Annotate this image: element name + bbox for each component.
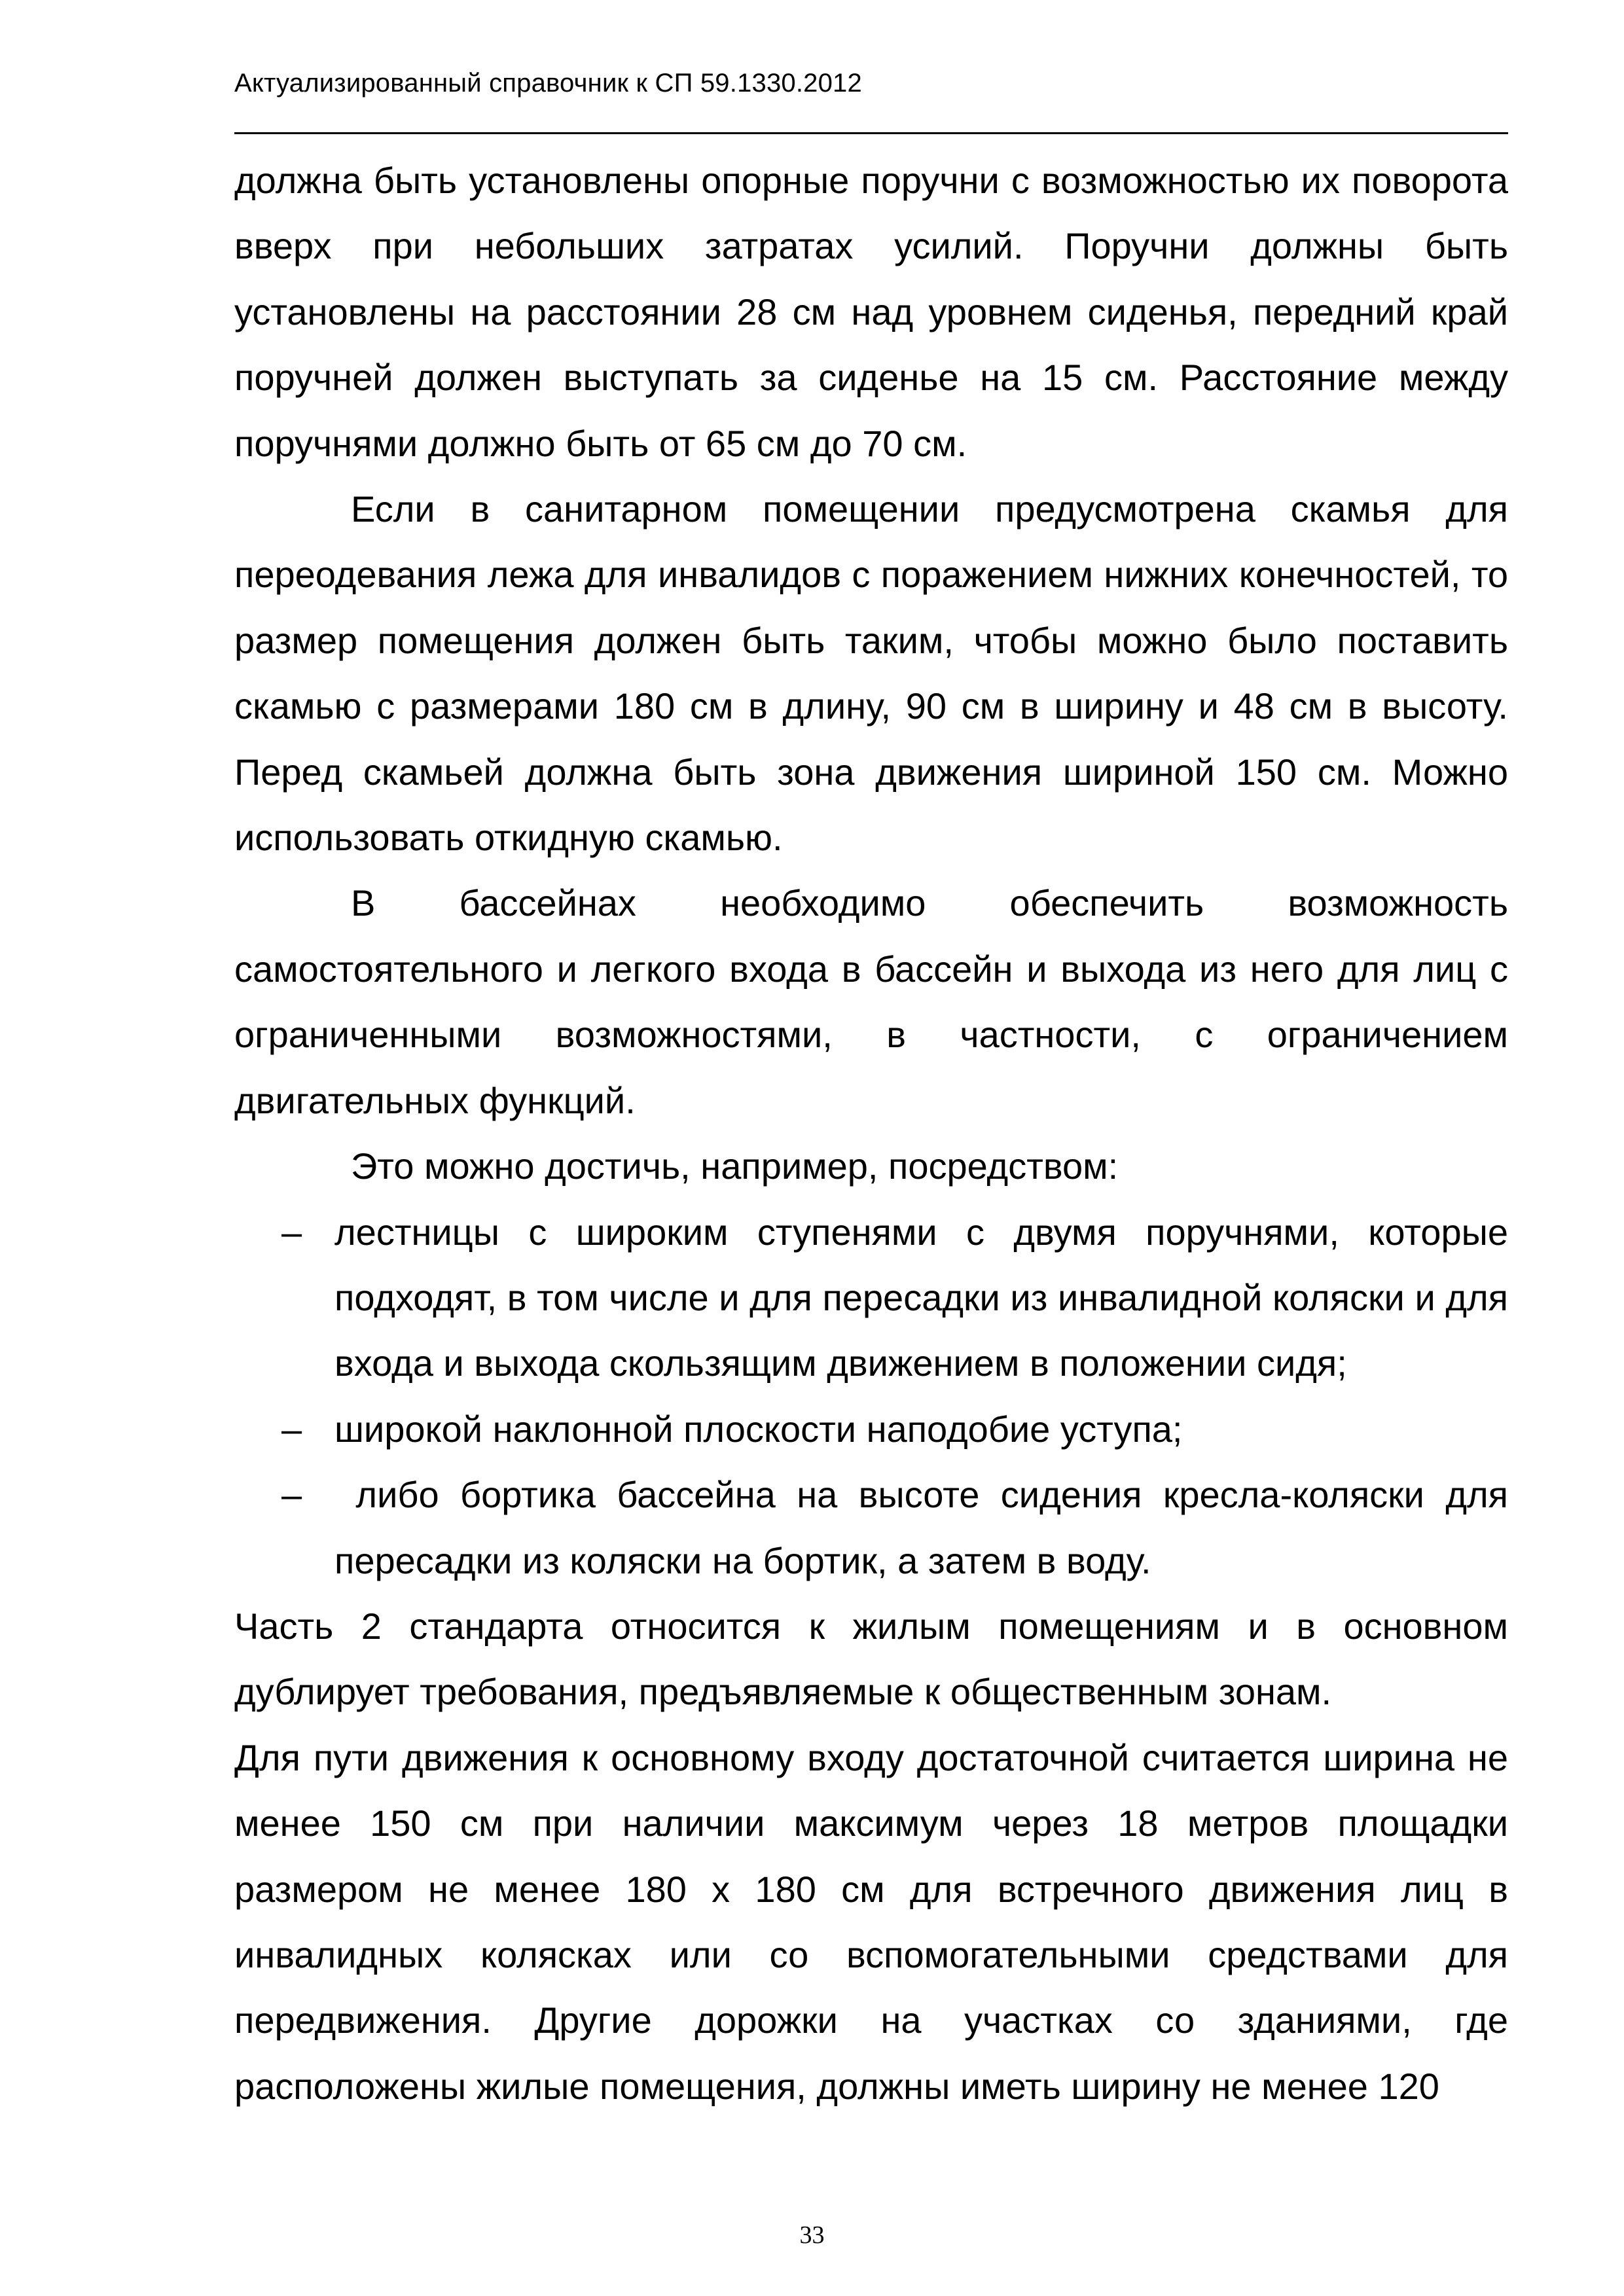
header-divider [234,132,1508,134]
paragraph-means-intro: Это можно достичь, например, посредством: [351,1145,1119,1187]
means-list [234,1200,1519,1594]
paragraph-pools: В бассейнах необходимо обеспечить возможность самостоятельного и легкого входа в бассейн и выхода из него для лиц с ограниченными возможностями, в частности, с ограничением двигательных функций. [234,882,1508,1121]
bullet-dash: – [281,1408,302,1450]
paragraph-part2: Часть 2 стандарта относится к жилым помещениям и в основном дублирует требования, предъявляемые к общественным зонам. [234,1605,1508,1713]
paragraph-bench: Если в санитарном помещении предусмотрена скамья для переодевания лежа для инвалидов с поражением нижних конечностей, то размер помещения должен быть таким, чтобы можно было поставить скамью с размерами 180 см в длину, 90 см в ширину и 48 см в высоту. Перед скамьей должна быть зона движения шириной 150 см. Можно использовать откидную скамью. [234,488,1508,859]
body-text [234,148,1519,2119]
list-item [234,1397,1508,1462]
list-item [234,1200,1508,1397]
paragraph-handrails: должна быть установлены опорные поручни с возможностью их поворота вверх при небольших затратах усилий. Поручни должны быть установлены на расстоянии 28 см над уровнем сиденья, передний край поручней должен выступать за сиденье на 15 см. Расстояние между поручнями должно быть от 65 см до 70 см. [234,160,1508,464]
list-item-text: либо бортика бассейна на высоте сидения кресла-коляски для пересадки из коляски на бортик, а затем в воду. [334,1474,1519,1581]
list-item-text: лестницы с широким ступенями с двумя поручнями, которые подходят, в том числе и для пересадки из инвалидной коляски и для входа и выхода скользящим движением в положении сидя; [334,1211,1508,1384]
page-number: 33 [799,2221,825,2249]
bullet-dash: – [281,1474,302,1516]
list-item-text: широкой наклонной плоскости наподобие уступа; [334,1408,1183,1450]
bullet-dash: – [281,1211,302,1253]
running-header: Актуализированный справочник к СП 59.1330.2012 [234,69,862,98]
paragraph-paths: Для пути движения к основному входу достаточной считается ширина не менее 150 см при наличии максимум через 18 метров площадки размером не менее 180 х 180 см для встречного движения лиц в инвалидных колясках или со вспомогательными средствами для передвижения. Другие дорожки на участках со зданиями, где расположены жилые помещения, должны иметь ширину не менее 120 [234,1736,1508,2107]
list-item [234,1462,1519,1594]
